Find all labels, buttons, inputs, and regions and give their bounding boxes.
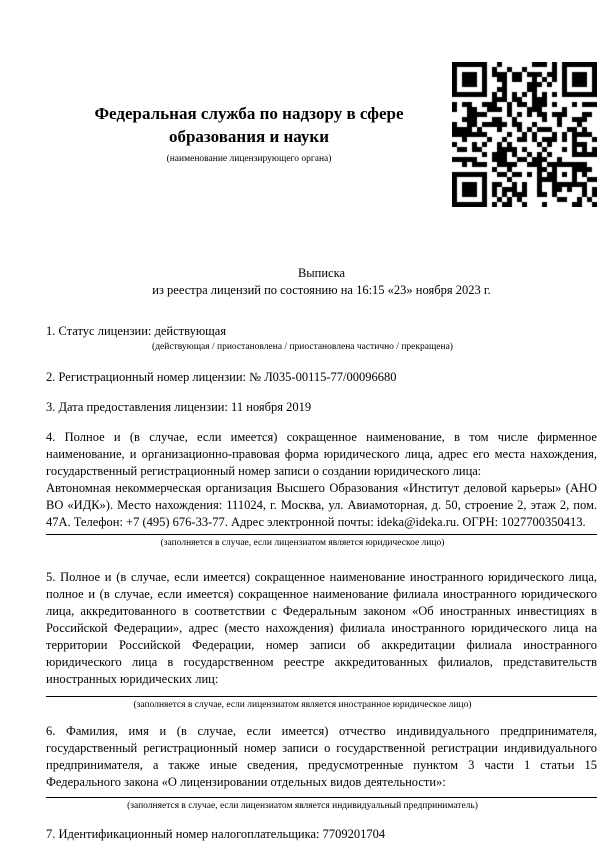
item-6-entrepreneur-question: 6. Фамилия, имя и (в случае, если имеется) отчество индивидуального предпринимателя, государственный регистрационный номер записи о государственной регистрации индивидуального предпринимателя, а также иные сведения, предусмотренные пунктом 3 части 1 статьи 15 Федерального закона «О лицензировании отдельных видов деятельности»: bbox=[46, 724, 597, 789]
item-3-license-date: 3. Дата предоставления лицензии: 11 ноября 2019 bbox=[46, 400, 312, 414]
item-2-registration-number: 2. Регистрационный номер лицензии: № Л035-00115-77/00096680 bbox=[46, 370, 397, 384]
item-4-underline bbox=[46, 534, 597, 535]
extract-date-line: из реестра лицензий по состоянию на 16:15 «23» ноября 2023 г. bbox=[152, 283, 491, 297]
authority-title-line1: Федеральная служба по надзору в сфере bbox=[94, 104, 404, 123]
item-4-legal-entity-value: Автономная некоммерческая организация Высшего Образования «Институт деловой карьеры» (АНО ВО «ИДК»). Место нахождения: 111024, г. Москва, ул. Авиамоторная, д. 50, строение 2, этаж 2, пом. 47А. Телефон: +7 (495) 676-33-77. Адрес электронной почты: ideka@ideka.ru. ОГРН: 1027700350413. bbox=[46, 481, 597, 529]
document-header bbox=[46, 62, 597, 207]
item-6-underline bbox=[46, 797, 597, 798]
qr-code-image bbox=[452, 62, 597, 207]
authority-title-line2: образования и науки bbox=[168, 127, 330, 146]
item-1-note: (действующая / приостановлена / приостановлена частично / прекращена) bbox=[152, 342, 453, 352]
item-5-note: (заполняется в случае, если лицензиатом является иностранное юридическое лицо) bbox=[133, 700, 472, 710]
licensing-authority bbox=[46, 102, 452, 166]
item-7-taxpayer-number: 7. Идентификационный номер налогоплательщика: 7709201704 bbox=[46, 827, 386, 841]
extract-title: Выписка bbox=[297, 266, 346, 280]
item-5-foreign-entity-question: 5. Полное и (в случае, если имеется) сокращенное наименование иностранного юридического лица, полное и (в случае, если имеется) сокращенное наименование филиала иностранного юридического лица, аккредитованного в соответствии с Федеральным законом «Об иностранных инвестициях в Российской Федерации», адрес (место нахождения) филиала иностранного юридического лица на территории Российской Федерации, номер записи об аккредитации филиала иностранного юридического лица в государственном реестре аккредитованных филиалов, представительств иностранных юридических лиц: bbox=[46, 570, 597, 686]
item-4-note: (заполняется в случае, если лицензиатом является юридическое лицо) bbox=[160, 538, 445, 548]
item-4-legal-entity-question: 4. Полное и (в случае, если имеется) сокращенное наименование, в том числе фирменное наименование, и организационно-правовая форма юридического лица, адрес его места нахождения, государственный регистрационный номер записи о создании юридического лица: bbox=[46, 430, 597, 478]
item-5-underline bbox=[46, 696, 597, 697]
item-1-license-status: 1. Статус лицензии: действующая bbox=[46, 324, 227, 338]
authority-caption: (наименование лицензирующего органа) bbox=[166, 154, 332, 164]
extract-heading bbox=[46, 265, 597, 299]
item-6-note: (заполняется в случае, если лицензиатом является индивидуальный предприниматель) bbox=[127, 801, 478, 811]
qr-code bbox=[452, 62, 597, 207]
authority-title bbox=[46, 102, 452, 148]
